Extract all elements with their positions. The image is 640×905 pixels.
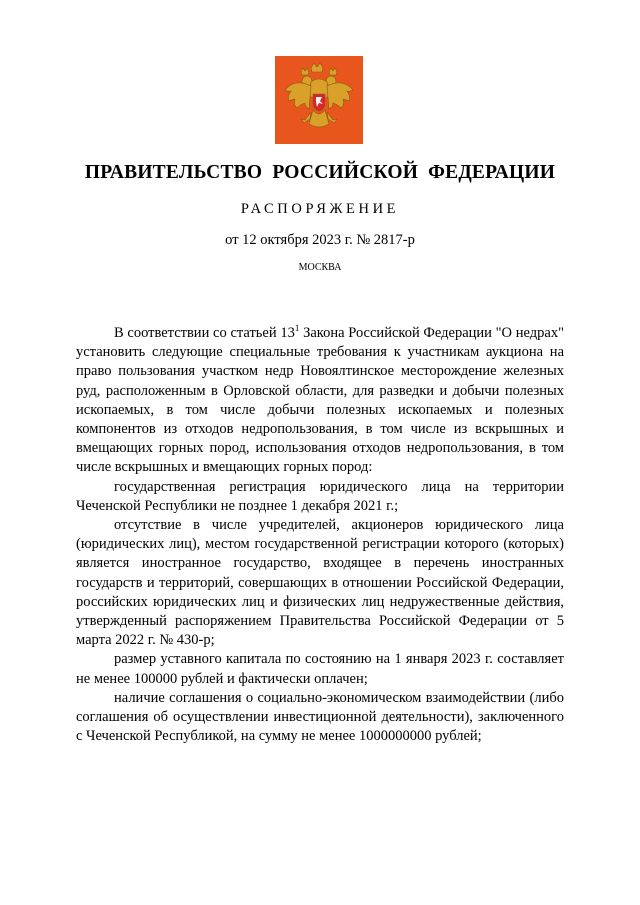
paragraph-preamble bbox=[76, 324, 564, 478]
coat-of-arms-icon bbox=[275, 56, 363, 144]
article-superscript: 1 bbox=[294, 323, 300, 334]
paragraph-requirement-capital: размер уставного капитала по состоянию на 1 января 2023 г. составляет не менее 100000 рублей и фактически оплачен; bbox=[76, 651, 564, 687]
document-body bbox=[76, 324, 564, 746]
preamble-text-start: В соответствии со статьей 13 bbox=[114, 325, 295, 341]
document-city: МОСКВА bbox=[298, 262, 342, 273]
preamble-text-end: Закона Российской Федерации "О недрах" установить следующие специальные требования к участникам аукциона на право пользования участком недр Новоялтинское месторождение железных руд, расположенным в Орловской области, для разведки и добычи полезных ископаемых, в том числе добычи полезных ископаемых и полезных компонентов из отходов недропользования, в том числе из вскрышных и вмещающих горных пород, использования отходов недропользования, в том числе вскрышных и вмещающих горных пород: bbox=[76, 325, 564, 476]
document-date-number: от 12 октября 2023 г. № 2817-р bbox=[225, 232, 415, 248]
document-type: РАСПОРЯЖЕНИЕ bbox=[240, 201, 400, 217]
government-title: ПРАВИТЕЛЬСТВО РОССИЙСКОЙ ФЕДЕРАЦИИ bbox=[84, 162, 556, 183]
paragraph-requirement-agreement: наличие соглашения о социально-экономическом взаимодействии (либо соглашения об осуществлении инвестиционной деятельности), заключенного с Чеченской Республикой, на сумму не менее 1000000000 рублей; bbox=[76, 689, 564, 745]
paragraph-requirement-founders: отсутствие в числе учредителей, акционеров юридического лица (юридических лиц), местом государственной регистрации которого (которых) является иностранное государство, входящее в перечень иностранных государств и территорий, совершающих в отношении Российской Федерации, российских юридических лиц и физических лиц недружественные действия, утвержденный распоряжением Правительства Российской Федерации от 5 марта 2022 г. № 430-р; bbox=[76, 517, 564, 649]
paragraph-requirement-registration: государственная регистрация юридического лица на территории Чеченской Республики не позднее 1 декабря 2021 г.; bbox=[76, 478, 564, 514]
